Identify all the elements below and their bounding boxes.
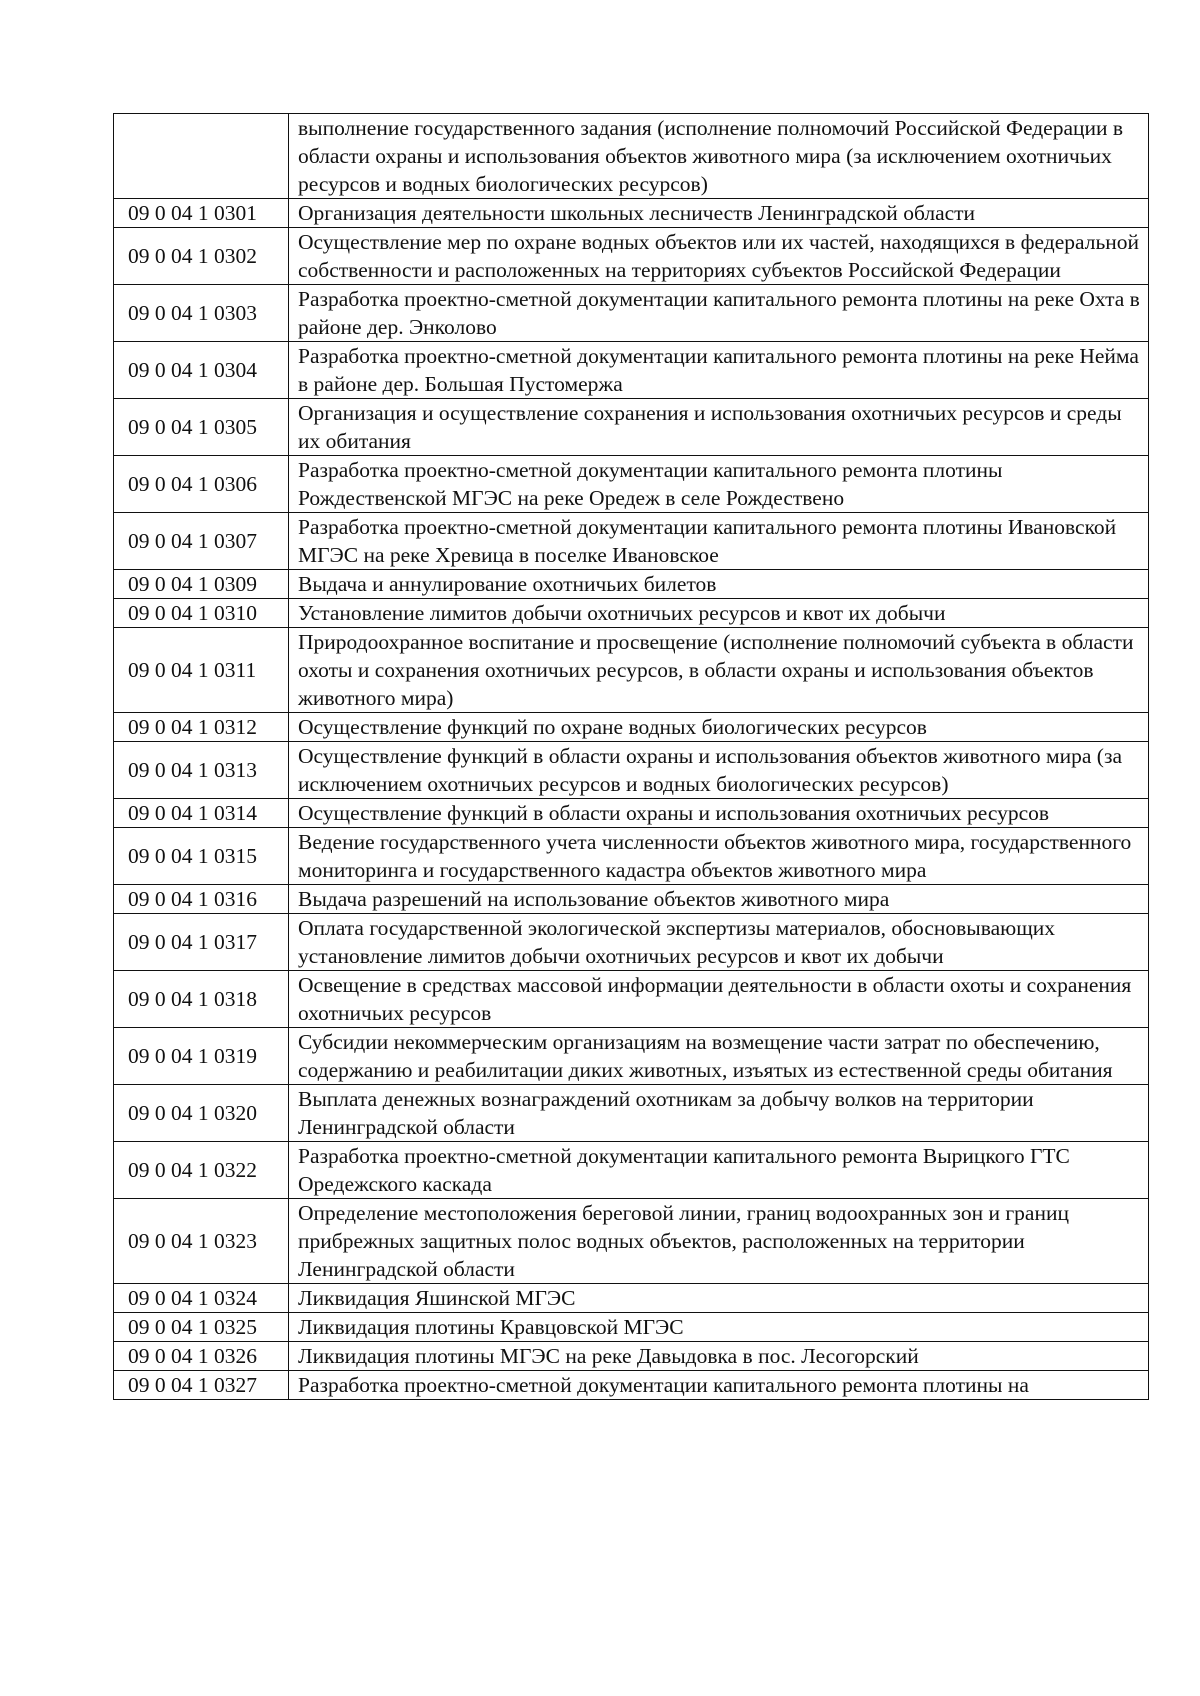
row-description: Осуществление мер по охране водных объектов или их частей, находящихся в федеральной собственности и расположенных на территориях субъектов Российской Федерации	[289, 228, 1149, 285]
row-code: 09 0 04 1 0311	[114, 628, 289, 713]
table-row	[114, 1142, 1149, 1199]
table-row	[114, 713, 1149, 742]
row-description: Осуществление функций в области охраны и использования объектов животного мира (за исключением охотничьих ресурсов и водных биологических ресурсов)	[289, 742, 1149, 799]
table-row	[114, 513, 1149, 570]
row-description: Выплата денежных вознаграждений охотникам за добычу волков на территории Ленинградской области	[289, 1085, 1149, 1142]
row-description: Выдача и аннулирование охотничьих билетов	[289, 570, 1149, 599]
row-code: 09 0 04 1 0317	[114, 914, 289, 971]
table-row	[114, 1028, 1149, 1085]
table-row	[114, 628, 1149, 713]
row-code: 09 0 04 1 0323	[114, 1199, 289, 1284]
table-row	[114, 1342, 1149, 1371]
table-row	[114, 599, 1149, 628]
row-code: 09 0 04 1 0312	[114, 713, 289, 742]
row-description: Выдача разрешений на использование объектов животного мира	[289, 885, 1149, 914]
table-row	[114, 799, 1149, 828]
row-description: Организация и осуществление сохранения и использования охотничьих ресурсов и среды их обитания	[289, 399, 1149, 456]
row-description: выполнение государственного задания (исполнение полномочий Российской Федерации в области охраны и использования объектов животного мира (за исключением охотничьих ресурсов и водных биологических ресурсов)	[289, 114, 1149, 199]
row-description: Установление лимитов добычи охотничьих ресурсов и квот их добычи	[289, 599, 1149, 628]
row-description: Ликвидация Яшинской МГЭС	[289, 1284, 1149, 1313]
row-code: 09 0 04 1 0318	[114, 971, 289, 1028]
row-code: 09 0 04 1 0310	[114, 599, 289, 628]
table-row	[114, 199, 1149, 228]
row-code: 09 0 04 1 0319	[114, 1028, 289, 1085]
table-row	[114, 1199, 1149, 1284]
row-code: 09 0 04 1 0325	[114, 1313, 289, 1342]
row-code: 09 0 04 1 0303	[114, 285, 289, 342]
row-description: Природоохранное воспитание и просвещение (исполнение полномочий субъекта в области охоты и сохранения охотничьих ресурсов, в области охраны и использования объектов животного мира)	[289, 628, 1149, 713]
table-row	[114, 114, 1149, 199]
table-row	[114, 342, 1149, 399]
row-description: Субсидии некоммерческим организациям на возмещение части затрат по обеспечению, содержанию и реабилитации диких животных, изъятых из естественной среды обитания	[289, 1028, 1149, 1085]
table-body	[114, 114, 1149, 1400]
row-description: Ведение государственного учета численности объектов животного мира, государственного мониторинга и государственного кадастра объектов животного мира	[289, 828, 1149, 885]
table-row	[114, 1284, 1149, 1313]
table-row	[114, 914, 1149, 971]
row-code: 09 0 04 1 0314	[114, 799, 289, 828]
table-row	[114, 742, 1149, 799]
row-description: Оплата государственной экологической экспертизы материалов, обосновывающих установление лимитов добычи охотничьих ресурсов и квот их добычи	[289, 914, 1149, 971]
row-description: Ликвидация плотины Кравцовской МГЭС	[289, 1313, 1149, 1342]
row-description: Определение местоположения береговой линии, границ водоохранных зон и границ прибрежных защитных полос водных объектов, расположенных на территории Ленинградской области	[289, 1199, 1149, 1284]
document-page	[113, 113, 1148, 1400]
budget-code-table	[113, 113, 1149, 1400]
row-code	[114, 114, 289, 199]
row-code: 09 0 04 1 0313	[114, 742, 289, 799]
row-description: Освещение в средствах массовой информации деятельности в области охоты и сохранения охотничьих ресурсов	[289, 971, 1149, 1028]
row-code: 09 0 04 1 0301	[114, 199, 289, 228]
table-row	[114, 1371, 1149, 1400]
row-description: Ликвидация плотины МГЭС на реке Давыдовка в пос. Лесогорский	[289, 1342, 1149, 1371]
row-code: 09 0 04 1 0304	[114, 342, 289, 399]
row-code: 09 0 04 1 0324	[114, 1284, 289, 1313]
row-description: Разработка проектно-сметной документации капитального ремонта плотины на	[289, 1371, 1149, 1400]
row-description: Разработка проектно-сметной документации капитального ремонта плотины на реке Охта в районе дер. Энколово	[289, 285, 1149, 342]
row-code: 09 0 04 1 0309	[114, 570, 289, 599]
table-row	[114, 228, 1149, 285]
table-row	[114, 285, 1149, 342]
table-row	[114, 885, 1149, 914]
table-row	[114, 1313, 1149, 1342]
row-description: Осуществление функций по охране водных биологических ресурсов	[289, 713, 1149, 742]
row-code: 09 0 04 1 0302	[114, 228, 289, 285]
row-code: 09 0 04 1 0320	[114, 1085, 289, 1142]
table-row	[114, 456, 1149, 513]
row-description: Организация деятельности школьных лесничеств Ленинградской области	[289, 199, 1149, 228]
row-code: 09 0 04 1 0306	[114, 456, 289, 513]
row-code: 09 0 04 1 0316	[114, 885, 289, 914]
table-row	[114, 828, 1149, 885]
row-description: Осуществление функций в области охраны и использования охотничьих ресурсов	[289, 799, 1149, 828]
table-row	[114, 570, 1149, 599]
row-code: 09 0 04 1 0322	[114, 1142, 289, 1199]
row-code: 09 0 04 1 0326	[114, 1342, 289, 1371]
table-row	[114, 399, 1149, 456]
row-description: Разработка проектно-сметной документации капитального ремонта плотины Ивановской МГЭС на реке Хревица в поселке Ивановское	[289, 513, 1149, 570]
row-code: 09 0 04 1 0315	[114, 828, 289, 885]
table-row	[114, 1085, 1149, 1142]
row-code: 09 0 04 1 0307	[114, 513, 289, 570]
row-description: Разработка проектно-сметной документации капитального ремонта Вырицкого ГТС Оредежского каскада	[289, 1142, 1149, 1199]
row-code: 09 0 04 1 0305	[114, 399, 289, 456]
row-description: Разработка проектно-сметной документации капитального ремонта плотины на реке Нейма в районе дер. Большая Пустомержа	[289, 342, 1149, 399]
table-row	[114, 971, 1149, 1028]
row-description: Разработка проектно-сметной документации капитального ремонта плотины Рождественской МГЭС на реке Оредеж в селе Рождествено	[289, 456, 1149, 513]
row-code: 09 0 04 1 0327	[114, 1371, 289, 1400]
